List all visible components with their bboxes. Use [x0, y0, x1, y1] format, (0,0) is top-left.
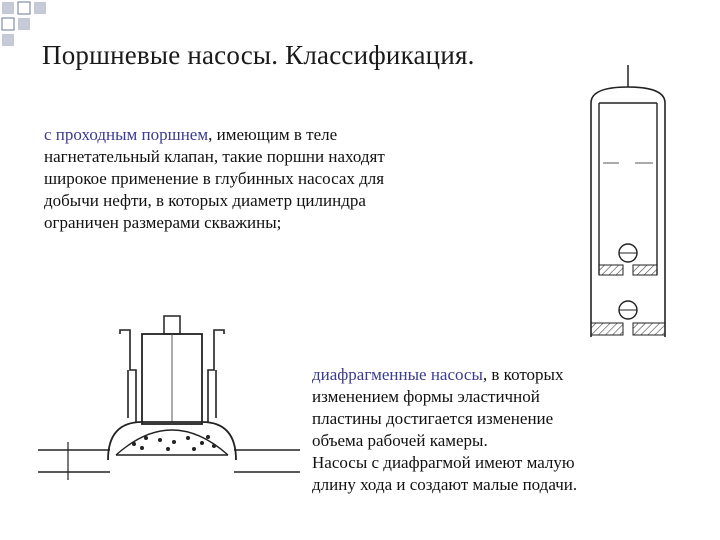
diaphragm-pump-figure — [38, 310, 300, 510]
bullet-piston — [44, 124, 514, 234]
bullet-diaphragm-line-5: Насосы с диафрагмой имеют малую — [312, 453, 575, 472]
line1-rest: , имеющим в теле — [208, 125, 338, 144]
bullet-piston-line-2: нагнетательный клапан, такие поршни находят — [44, 147, 385, 166]
bullet-diaphragm — [312, 364, 692, 496]
bullet-piston-line-3: широкое применение в глубинных насосах для — [44, 169, 385, 188]
page-title: Поршневые насосы. Классификация. — [42, 40, 475, 70]
bullet-piston-line-5: ограничен размерами скважины; — [44, 213, 282, 232]
bullet-diaphragm-line-4: объема рабочей камеры. — [312, 431, 488, 450]
bullet-piston-line-4: добычи нефти, в которых диаметр цилиндра — [44, 191, 366, 210]
bullet-diaphragm-line-3: пластины достигается изменение — [312, 409, 554, 428]
bullet-diaphragm-line-6: длину хода и создают малые подачи. — [312, 475, 578, 494]
highlight-piston: с проходным поршнем — [44, 125, 209, 144]
piston-pump-figure — [585, 65, 675, 340]
line1-rest: , в которых — [482, 365, 564, 384]
bullet-diaphragm-line-2: изменением формы эластичной — [312, 387, 540, 406]
bullet-diaphragm-line-1 — [312, 364, 692, 386]
highlight-diaphragm: диафрагменные насосы — [312, 365, 483, 384]
bullet-piston-line-1 — [44, 124, 514, 146]
